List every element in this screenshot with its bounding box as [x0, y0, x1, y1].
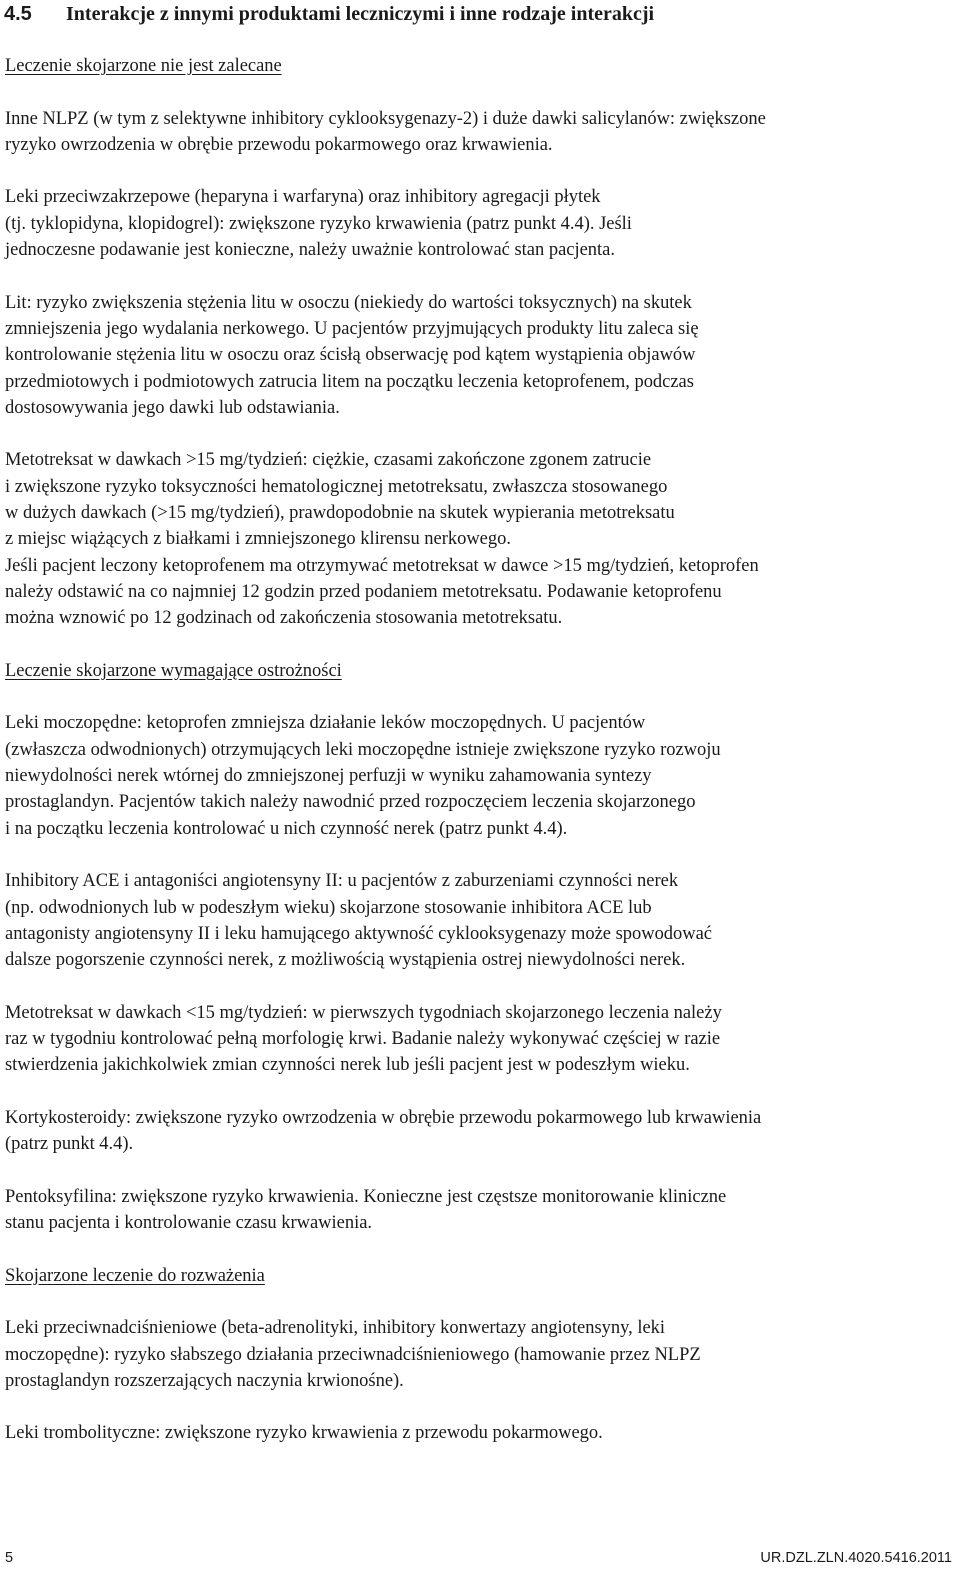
text-line: Pentoksyfilina: zwiększone ryzyko krwawienia. Konieczne jest częstsze monitorowanie kliniczne: [5, 1186, 727, 1207]
text-line: Metotreksat w dawkach >15 mg/tydzień: ciężkie, czasami zakończone zgonem zatrucie: [5, 450, 652, 471]
paragraph: [5, 447, 955, 631]
text-line: w dużych dawkach (>15 mg/tydzień), prawdopodobnie na skutek wypierania metotreksatu: [5, 503, 675, 524]
text-line: przedmiotowych i podmiotowych zatrucia litem na początku leczenia ketoprofenem, podczas: [5, 371, 694, 392]
paragraph: [5, 290, 955, 421]
text-line: niewydolności nerek wtórnej do zmniejszonej perfuzji w wyniku zahamowania syntezy: [5, 766, 652, 787]
text-line: dostosowywania jego dawki lub odstawiania.: [5, 397, 340, 418]
text-line: prostaglandyn rozszerzających naczynia krwionośne).: [5, 1370, 404, 1391]
paragraph: [5, 184, 955, 263]
text-line: Leczenie skojarzone nie jest zalecane: [5, 56, 282, 76]
text-line: i na początku leczenia kontrolować u nich czynność nerek (patrz punkt 4.4).: [5, 818, 568, 839]
paragraph: [5, 1315, 955, 1394]
text-line: Skojarzone leczenie do rozważenia: [5, 1265, 265, 1286]
text-line: dalsze pogorszenie czynności nerek, z możliwością wystąpienia ostrej niewydolności nerek.: [5, 950, 686, 971]
document-code: UR.DZL.ZLN.4020.5416.2011: [760, 1550, 952, 1566]
text-line: i zwiększone ryzyko toksyczności hematologicznej metotreksatu, zwłaszcza stosowanego: [5, 476, 668, 497]
text-line: Kortykosteroidy: zwiększone ryzyko owrzodzenia w obrębie przewodu pokarmowego lub krwawienia: [5, 1107, 762, 1128]
text-line: (np. odwodnionych lub w podeszłym wieku) skojarzone stosowanie inhibitora ACE lub: [5, 897, 652, 918]
text-line: raz w tygodniu kontrolować pełną morfologię krwi. Badanie należy wykonywać częściej w razie: [5, 1028, 721, 1049]
text-line: Leki moczopędne: ketoprofen zmniejsza działanie leków moczopędnych. U pacjentów: [5, 713, 646, 734]
text-line: Inhibitory ACE i antagoniści angiotensyny II: u pacjentów z zaburzeniami czynności nerek: [5, 871, 679, 892]
paragraph: [5, 1000, 955, 1079]
paragraph: [5, 710, 955, 841]
text-line: (zwłaszcza odwodnionych) otrzymujących leki moczopędne istnieje zwiększone ryzyko rozwoju: [5, 739, 721, 760]
text-line: kontrolowanie stężenia litu w osoczu oraz ścisłą obserwację pod kątem wystąpienia objawów: [5, 345, 696, 366]
paragraph: [5, 106, 955, 159]
document-body: [5, 53, 955, 1447]
text-line: Lit: ryzyko zwiększenia stężenia litu w osoczu (niekiedy do wartości toksycznych) na skutek: [5, 292, 692, 313]
section-heading: [4, 1, 654, 27]
text-line: Leki przeciwnadciśnieniowe (beta-adrenolityki, inhibitory konwertazy angiotensyny, leki: [5, 1318, 666, 1339]
text-line: z miejsc wiążących z białkami i zmniejszonego klirensu nerkowego.: [5, 529, 511, 550]
text-line: Jeśli pacjent leczony ketoprofenem ma otrzymywać metotreksat w dawce >15 mg/tydzień, ketoprofen: [5, 555, 759, 576]
section-number: 4.5: [4, 3, 32, 25]
text-line: jednoczesne podawanie jest konieczne, należy uważnie kontrolować stan pacjenta.: [5, 240, 615, 261]
text-line: Metotreksat w dawkach <15 mg/tydzień: w pierwszych tygodniach skojarzonego leczenia należy: [5, 1002, 722, 1023]
text-line: Leczenie skojarzone wymagające ostrożności: [5, 660, 342, 681]
page-number: 5: [5, 1550, 14, 1566]
text-line: zmniejszenia jego wydalania nerkowego. U pacjentów przyjmujących produkty litu zaleca się: [5, 318, 699, 339]
text-line: można wznowić po 12 godzinach od zakończenia stosowania metotreksatu.: [5, 608, 563, 629]
text-line: Inne NLPZ (w tym z selektywne inhibitory cyklooksygenazy-2) i duże dawki salicylanów: zwiększone: [5, 108, 766, 129]
text-line: moczopędne): ryzyko słabszego działania przeciwnadciśnieniowego (hamowanie przez NLPZ: [5, 1344, 701, 1365]
text-line: należy odstawić na co najmniej 12 godzin przed podaniem metotreksatu. Podawanie ketoprofenu: [5, 581, 722, 602]
text-line: (patrz punkt 4.4).: [5, 1134, 134, 1155]
section-title: Interakcje z innymi produktami leczniczymi i inne rodzaje interakcji: [66, 3, 655, 25]
subsection-heading: [5, 53, 955, 79]
paragraph: [5, 1420, 955, 1446]
paragraph: [5, 868, 955, 973]
text-line: stwierdzenia jakichkolwiek zmian czynności nerek lub jeśli pacjent jest w podeszłym wieku.: [5, 1055, 690, 1076]
paragraph: [5, 1105, 955, 1158]
text-line: ryzyko owrzodzenia w obrębie przewodu pokarmowego oraz krwawienia.: [5, 134, 553, 155]
text-line: prostaglandyn. Pacjentów takich należy nawodnić przed rozpoczęciem leczenia skojarzonego: [5, 792, 696, 813]
text-line: Leki trombolityczne: zwiększone ryzyko krwawienia z przewodu pokarmowego.: [5, 1423, 603, 1444]
text-line: (tj. tyklopidyna, klopidogrel): zwiększone ryzyko krwawienia (patrz punkt 4.4). Jeśli: [5, 213, 632, 234]
paragraph: [5, 1184, 955, 1237]
text-line: antagonisty angiotensyny II i leku hamującego aktywność cyklooksygenazy może spowodować: [5, 923, 713, 944]
text-line: Leki przeciwzakrzepowe (heparyna i warfaryna) oraz inhibitory agregacji płytek: [5, 187, 601, 208]
subsection-heading: [5, 658, 955, 684]
text-line: stanu pacjenta i kontrolowanie czasu krwawienia.: [5, 1213, 372, 1234]
subsection-heading: [5, 1263, 955, 1289]
